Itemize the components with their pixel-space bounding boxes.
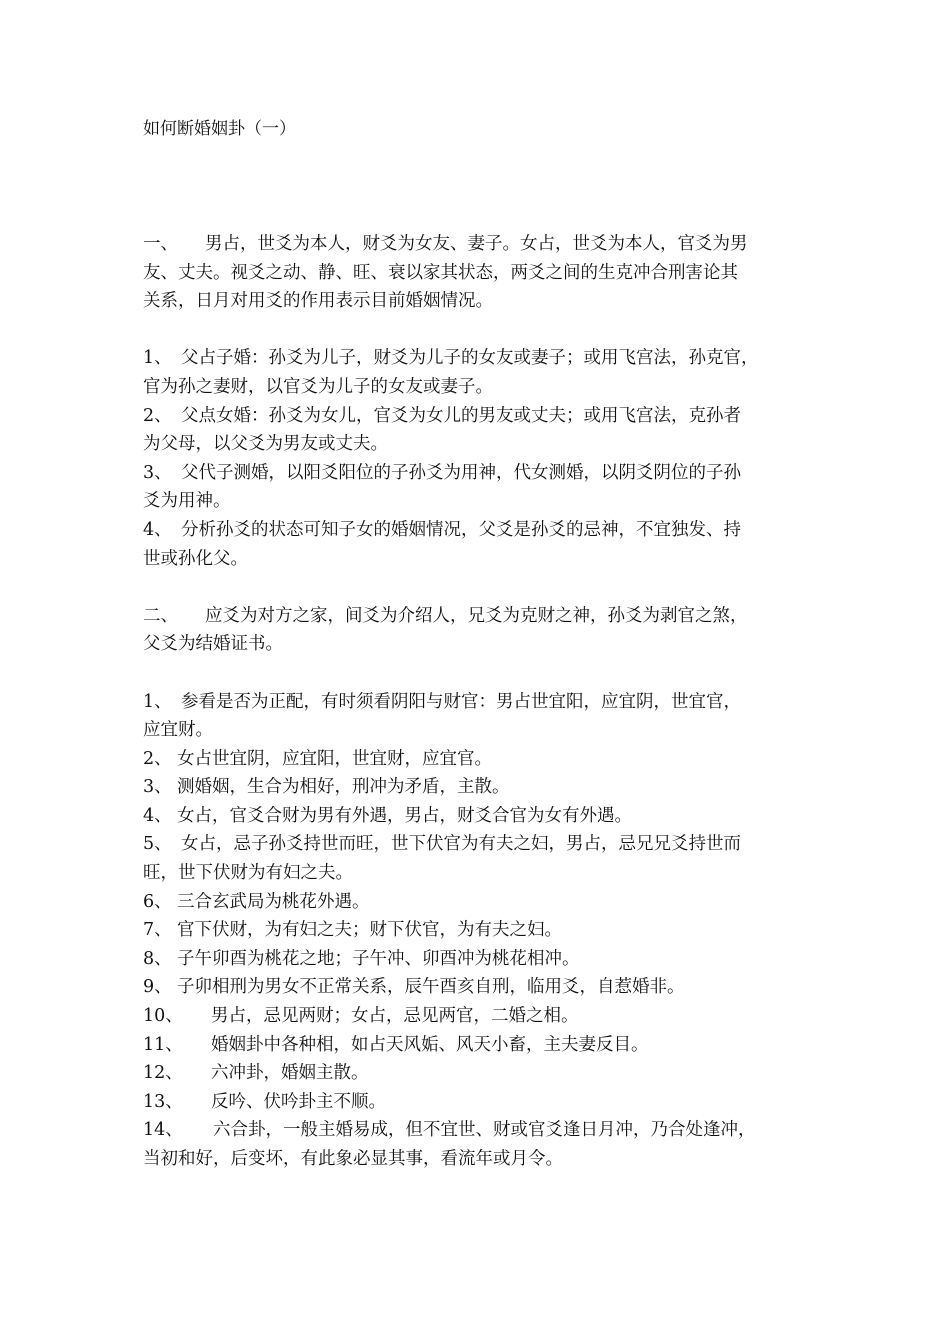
item-number: 1、 xyxy=(143,348,172,369)
list-item xyxy=(143,945,823,974)
item-continuation: 世或孙化父。 xyxy=(143,548,248,569)
section2-line-1 xyxy=(143,602,823,631)
spacer xyxy=(143,659,823,688)
item-number: 10、 xyxy=(143,1006,183,1027)
item-number: 11、 xyxy=(143,1034,183,1055)
section1-line-3: 关系，日月对用爻的作用表示目前婚姻情况。 xyxy=(143,291,493,312)
item-number: 12、 xyxy=(143,1063,183,1084)
item-text: 女占，官爻合财为男有外遇，男占，财爻合官为女有外遇。 xyxy=(177,805,632,826)
document-title: 如何断婚姻卦（一） xyxy=(143,119,296,139)
list-item xyxy=(143,1002,823,1031)
spacer xyxy=(143,573,823,602)
item-text: 女占，忌子孙爻持世而旺，世下伏官为有夫之妇，男占，忌兄兄爻持世而 xyxy=(181,834,741,855)
item-text: 男占，忌见两财；女占，忌见两官，二婚之相。 xyxy=(211,1006,579,1027)
item-number: 6、 xyxy=(143,891,172,912)
item-text: 父点女婚：孙爻为女儿，官爻为女儿的男友或丈夫；或用飞宫法，克孙者 xyxy=(181,405,741,426)
paragraph-text: 应爻为对方之家，间爻为介绍人，兄爻为克财之神，孙爻为剥官之煞， xyxy=(205,605,748,626)
list-item xyxy=(143,916,823,945)
item-number: 3、 xyxy=(143,462,172,483)
item-text: 六冲卦，婚姻主散。 xyxy=(211,1063,369,1084)
item-number: 2、 xyxy=(143,748,172,769)
item-number: 2、 xyxy=(143,405,172,426)
list-item xyxy=(143,745,823,774)
item-continuation: 旺，世下伏财为有妇之夫。 xyxy=(143,863,353,884)
item-text: 子卯相刑为男女不正常关系，辰午酉亥自刑，临用爻，自惹婚非。 xyxy=(177,977,685,998)
item-number: 7、 xyxy=(143,920,172,941)
list-item xyxy=(143,344,823,373)
document-body xyxy=(143,230,823,1174)
item-text: 婚姻卦中各种相，如占天风姤、风天小畜，主夫妻反目。 xyxy=(211,1034,649,1055)
item-text: 子午卯酉为桃花之地；子午冲、卯酉冲为桃花相冲。 xyxy=(177,948,580,969)
list-item xyxy=(143,516,823,545)
item-text: 分析孙爻的状态可知子女的婚姻情况，父爻是孙爻的忌神，不宜独发、持 xyxy=(181,519,741,540)
item-text: 六合卦，一般主婚易成，但不宜世、财或官爻逢日月冲，乃合处逢冲， xyxy=(213,1120,756,1141)
list-item xyxy=(143,773,823,802)
spacer xyxy=(143,316,823,345)
item-continuation: 为父母，以父爻为男友或丈夫。 xyxy=(143,434,388,455)
item-number: 13、 xyxy=(143,1091,183,1112)
item-number: 9、 xyxy=(143,977,172,998)
section2-line-2: 父爻为结婚证书。 xyxy=(143,634,283,655)
item-number: 4、 xyxy=(143,519,172,540)
item-text: 官下伏财，为有妇之夫；财下伏官，为有夫之妇。 xyxy=(177,920,562,941)
item-number: 4、 xyxy=(143,805,172,826)
list-item xyxy=(143,1088,823,1117)
paragraph-text: 男占，世爻为本人，财爻为女友、妻子。女占，世爻为本人，官爻为男 xyxy=(205,234,748,254)
list-item xyxy=(143,688,823,717)
list-item xyxy=(143,802,823,831)
list-item xyxy=(143,1116,823,1145)
item-number: 1、 xyxy=(143,691,172,712)
section1-line-1 xyxy=(143,230,823,259)
list-item xyxy=(143,402,823,431)
item-text: 父占子婚：孙爻为儿子，财爻为儿子的女友或妻子；或用飞宫法，孙克官， xyxy=(181,348,759,369)
item-text: 三合玄武局为桃花外遇。 xyxy=(177,891,370,912)
section-number: 一、 xyxy=(143,234,178,254)
item-text: 参看是否为正配，有时须看阴阳与财官：男占世宜阳，应宜阴，世宜官， xyxy=(181,691,741,712)
list-item xyxy=(143,888,823,917)
item-text: 父代子测婚，以阳爻阳位的子孙爻为用神，代女测婚，以阴爻阴位的子孙 xyxy=(181,462,741,483)
list-item xyxy=(143,973,823,1002)
section1-line-2: 友、丈夫。视爻之动、静、旺、衰以家其状态，两爻之间的生克冲合刑害论其 xyxy=(143,262,738,283)
item-number: 14、 xyxy=(143,1120,183,1141)
item-number: 8、 xyxy=(143,948,172,969)
item-continuation: 官为孙之妻财，以官爻为儿子的女友或妻子。 xyxy=(143,376,493,397)
item-text: 女占世宜阴，应宜阳，世宜财，应宜官。 xyxy=(177,748,492,769)
item-continuation: 当初和好，后变坏，有此象必显其事，看流年或月令。 xyxy=(143,1149,563,1169)
list-item xyxy=(143,1031,823,1060)
list-item xyxy=(143,830,823,859)
item-number: 3、 xyxy=(143,777,172,798)
item-continuation: 爻为用神。 xyxy=(143,491,231,512)
item-number: 5、 xyxy=(143,834,172,855)
section-number: 二、 xyxy=(143,605,178,626)
list-item xyxy=(143,1059,823,1088)
list-item xyxy=(143,459,823,488)
item-text: 测婚姻，生合为相好，刑冲为矛盾，主散。 xyxy=(177,777,510,798)
item-continuation: 应宜财。 xyxy=(143,720,213,741)
item-text: 反吟、伏吟卦主不顺。 xyxy=(211,1091,386,1112)
